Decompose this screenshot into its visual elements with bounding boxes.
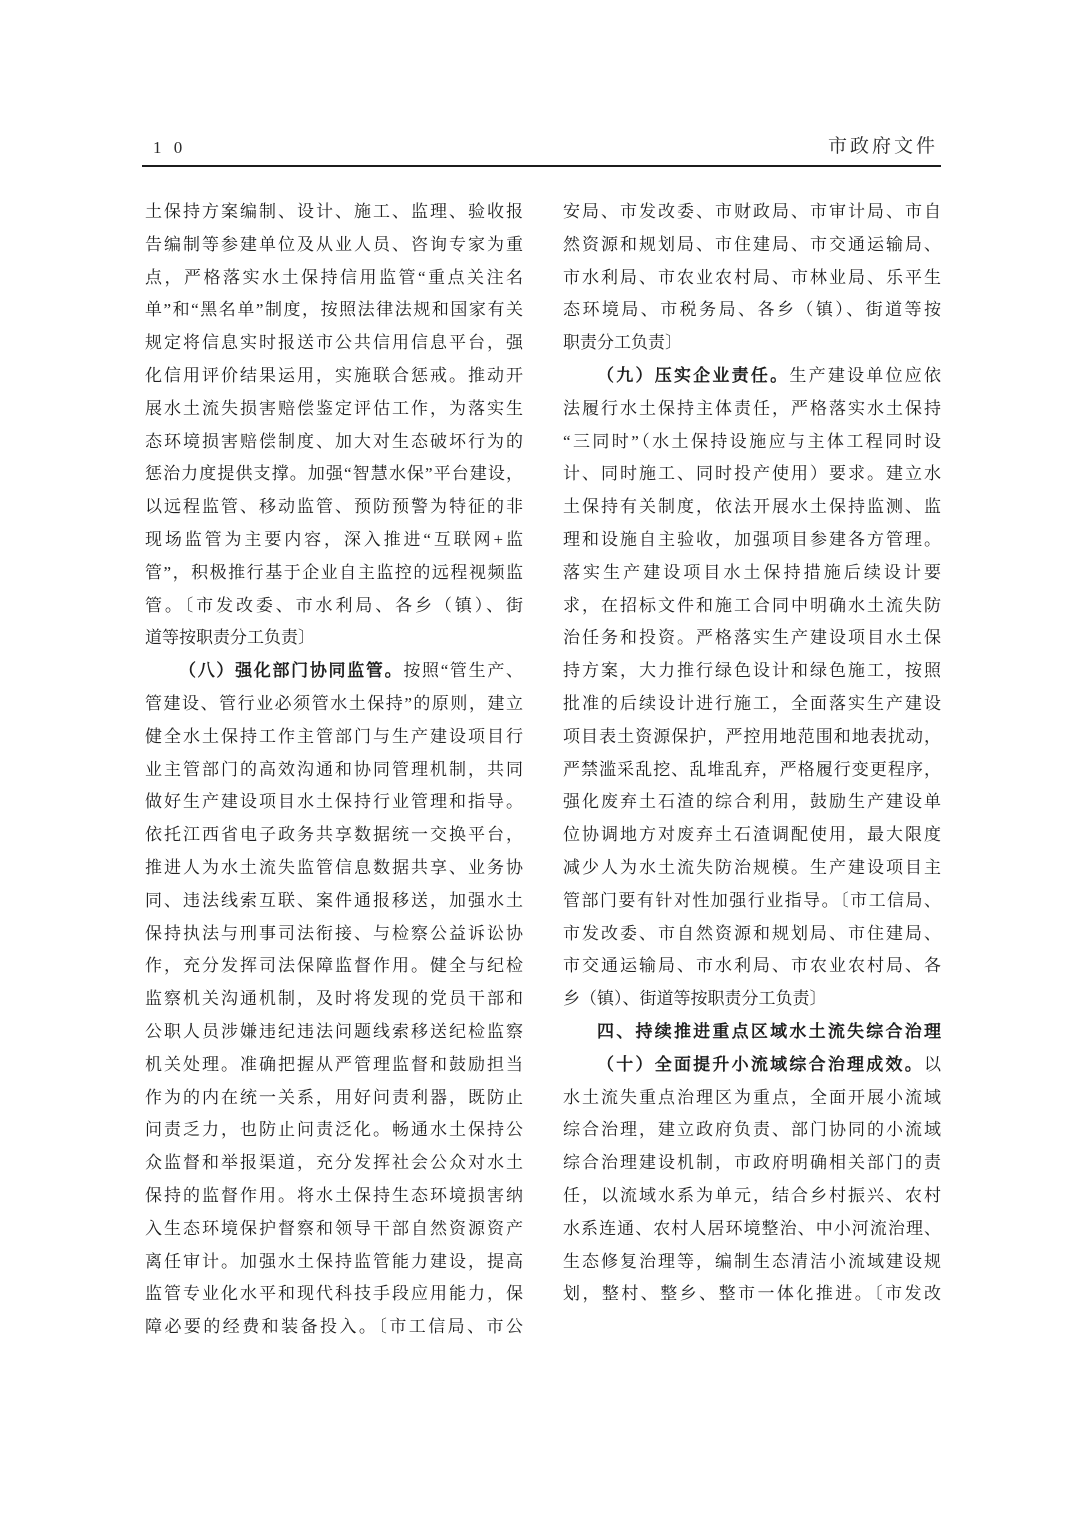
text-line: 监管专业化水平和现代科技手段应用能力，保	[145, 1284, 523, 1304]
text-line: 理和设施自主验收，加强项目参建各方管理。	[563, 529, 941, 549]
text-line: 落实生产建设项目水土保持措施后续设计要	[563, 562, 941, 582]
paragraph-lead: （八）强化部门协同监管。	[179, 661, 404, 681]
text-line: 业主管部门的高效沟通和协同管理机制，共同	[145, 759, 523, 779]
text-line: 管建设、管行业必须管水土保持”的原则，建立	[145, 693, 523, 713]
text-line: 土保持方案编制、设计、施工、监理、验收报	[145, 202, 523, 221]
text-line: 健全水土保持工作主管部门与生产建设项目行	[145, 726, 523, 746]
text-line: （九）压实企业责任。生产建设单位应依	[597, 365, 942, 385]
text-line: 道等按职责分工负责〕	[145, 628, 315, 648]
text-line: 入生态环境保护督察和领导干部自然资源资产	[145, 1218, 523, 1238]
text-line: 做好生产建设项目水土保持行业管理和指导。	[145, 792, 523, 812]
text-line: 推进人为水土流失监管信息数据共享、业务协	[145, 857, 523, 877]
text-line: 告编制等参建单位及从业人员、咨询专家为重	[145, 234, 523, 254]
text-line: 然资源和规划局、市住建局、市交通运输局、	[563, 234, 941, 254]
text-line: 管部门要有针对性加强行业指导。〔市工信局、	[563, 890, 941, 910]
left-column	[145, 196, 523, 1344]
text-line: 综合治理，建立政府负责、部门协同的小流域	[563, 1120, 941, 1140]
text-line: “三同时”（水土保持设施应与主体工程同时设	[563, 431, 941, 451]
text-line: 展水土流失损害赔偿鉴定评估工作，为落实生	[145, 398, 523, 418]
right-column	[563, 196, 941, 1344]
text-line: 现场监管为主要内容，深入推进“互联网+监	[145, 529, 523, 549]
text-line: 管”，积极推行基于企业自主监控的远程视频监	[145, 562, 523, 582]
text-line: 障必要的经费和装备投入。〔市工信局、市公	[145, 1317, 523, 1337]
text-line: 态环境损害赔偿制度、加大对生态破坏行为的	[145, 431, 523, 451]
text-line: 求，在招标文件和施工合同中明确水土流失防	[563, 595, 941, 615]
text-line: 法履行水土保持主体责任，严格落实水土保持	[563, 398, 941, 418]
text-line: 乡（镇）、街道等按职责分工负责〕	[563, 989, 827, 1009]
text-line: 项目表土资源保护，严控用地范围和地表扰动，	[563, 726, 941, 746]
text-line: 众监督和举报渠道，充分发挥社会公众对水土	[145, 1153, 523, 1173]
text-line: （八）强化部门协同监管。按照“管生产、	[179, 661, 524, 681]
text-line: 土保持有关制度，依法开展水土保持监测、监	[563, 497, 941, 517]
text-line: 点，严格落实水土保持信用监管“重点关注名	[145, 267, 523, 287]
text-line: 位协调地方对废弃土石渣调配使用，最大限度	[563, 825, 941, 845]
text-line: 强化废弃土石渣的综合利用，鼓励生产建设单	[563, 792, 941, 812]
text-line: 市交通运输局、市水利局、市农业农村局、各	[563, 956, 941, 976]
paragraph-lead: （十）全面提升小流域综合治理成效。	[597, 1054, 924, 1074]
text-line: 持方案，大力推行绿色设计和绿色施工，按照	[563, 661, 941, 681]
text-line: 化信用评价结果运用，实施联合惩戒。推动开	[145, 365, 523, 385]
section-heading: 四、持续推进重点区域水土流失综合治理	[597, 1021, 941, 1041]
text-line: 问责乏力，也防止问责泛化。畅通水土保持公	[145, 1120, 523, 1140]
text-line: 单”和“黑名单”制度，按照法律法规和国家有关	[145, 300, 523, 320]
text-line: 生态修复治理等，编制生态清洁小流域建设规	[563, 1251, 941, 1271]
text-line: 作为的内在统一关系，用好问责利器，既防止	[145, 1087, 523, 1107]
text-columns	[145, 196, 941, 1344]
text-line: 安局、市发改委、市财政局、市审计局、市自	[563, 202, 941, 221]
text-line: 计、同时施工、同时投产使用）要求。建立水	[563, 464, 941, 484]
text-line: 惩治力度提供支撑。加强“智慧水保”平台建设，	[145, 464, 523, 484]
text-line: 划，整村、整乡、整市一体化推进。〔市发改	[563, 1284, 941, 1304]
text-line: 规定将信息实时报送市公共信用信息平台，强	[145, 333, 523, 353]
text-line: 监察机关沟通机制，及时将发现的党员干部和	[145, 989, 523, 1009]
text-line: （十）全面提升小流域综合治理成效。以	[597, 1054, 941, 1074]
text-line: 减少人为水土流失防治规模。生产建设项目主	[563, 857, 941, 877]
text-line: 以远程监管、移动监管、预防预警为特征的非	[145, 497, 523, 517]
text-line: 水土流失重点治理区为重点，全面开展小流域	[563, 1087, 941, 1107]
text-line: 职责分工负责〕	[563, 333, 682, 353]
text-line: 保持执法与刑事司法衔接、与检察公益诉讼协	[145, 923, 523, 943]
text-line: 严禁滥采乱挖、乱堆乱弃，严格履行变更程序，	[563, 759, 941, 779]
text-line: 批准的后续设计进行施工，全面落实生产建设	[563, 693, 941, 713]
paragraph-lead: （九）压实企业责任。	[597, 365, 790, 385]
text-line: 依托江西省电子政务共享数据统一交换平台，	[145, 825, 523, 845]
header-rule	[142, 165, 941, 167]
text-line: 公职人员涉嫌违纪违法问题线索移送纪检监察	[145, 1021, 523, 1041]
header-label: 市政府文件	[827, 136, 938, 157]
text-line: 态环境局、市税务局、各乡（镇）、街道等按	[563, 300, 941, 320]
text-line: 任，以流域水系为单元，结合乡村振兴、农村	[563, 1185, 941, 1205]
text-line: 保持的监督作用。将水土保持生态环境损害纳	[145, 1185, 523, 1205]
text-line: 市发改委、市自然资源和规划局、市住建局、	[563, 923, 941, 943]
text-line: 管。〔市发改委、市水利局、各乡（镇）、街	[145, 595, 523, 615]
text-line: 作，充分发挥司法保障监督作用。健全与纪检	[145, 956, 523, 976]
text-line: 水系连通、农村人居环境整治、中小河流治理、	[563, 1218, 941, 1238]
text-line: 综合治理建设机制，市政府明确相关部门的责	[563, 1153, 941, 1173]
text-line: 治任务和投资。严格落实生产建设项目水土保	[563, 628, 941, 648]
text-line: 机关处理。准确把握从严管理监督和鼓励担当	[145, 1054, 523, 1074]
text-line: 市水利局、市农业农村局、市林业局、乐平生	[563, 267, 941, 287]
text-line: 离任审计。加强水土保持监管能力建设，提高	[145, 1251, 523, 1271]
page-number: 1 0	[153, 138, 187, 157]
text-line: 同、违法线索互联、案件通报移送，加强水土	[145, 890, 523, 910]
